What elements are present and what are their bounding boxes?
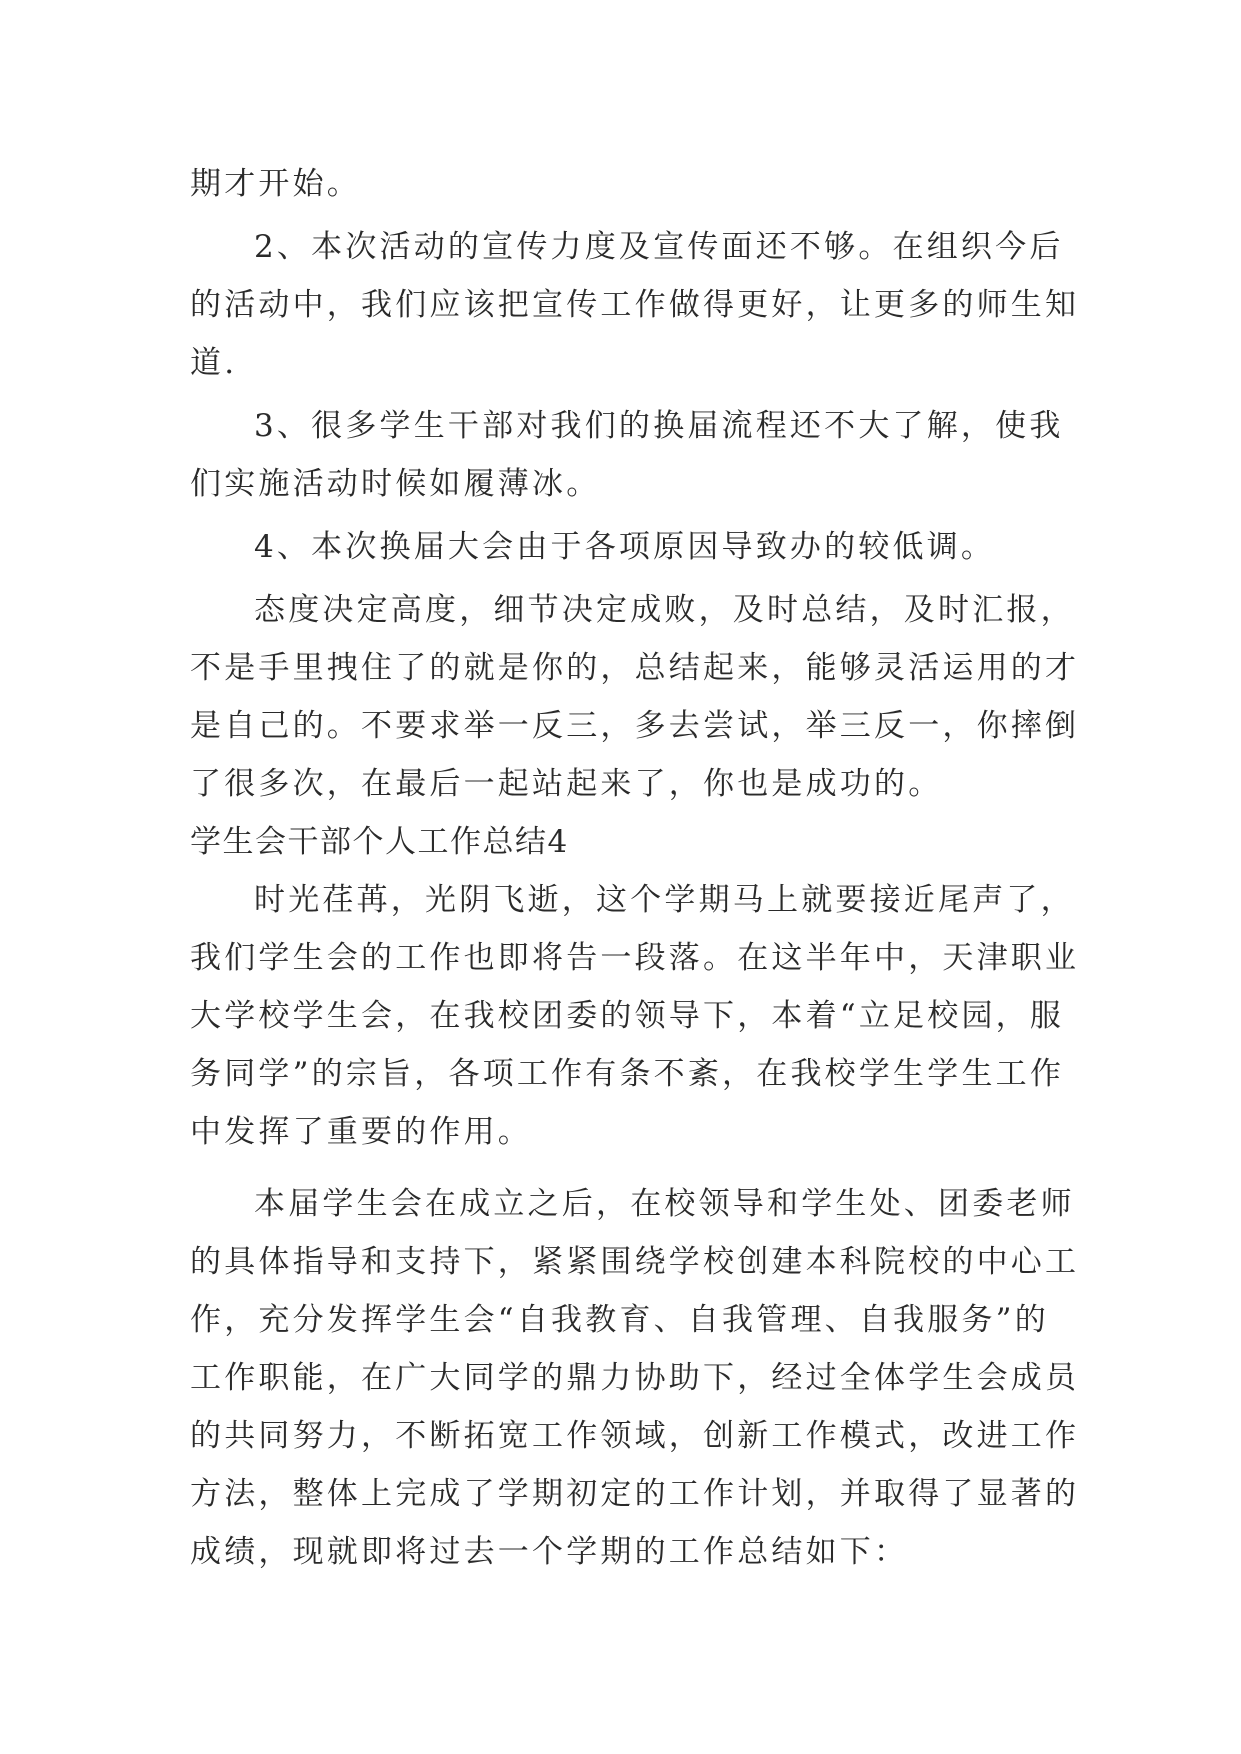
paragraph-start: 本届学生会在成立之后，在校领导和学生处、团委老师 [254,1186,1075,1222]
text-line: 工作职能，在广大同学的鼎力协助下，经过全体学生会成员 [190,1360,1080,1396]
text-line: 的活动中，我们应该把宣传工作做得更好，让更多的师生知 [190,287,1080,323]
list-item: 3、很多学生干部对我们的换届流程还不大了解，使我 [254,408,1064,444]
text-line: 方法，整体上完成了学期初定的工作计划，并取得了显著的 [190,1476,1080,1512]
text-line: 不是手里拽住了的就是你的，总结起来，能够灵活运用的才 [190,650,1080,686]
text-line: 是自己的。不要求举一反三，多去尝试，举三反一，你摔倒 [190,708,1080,744]
text-line: 们实施活动时候如履薄冰。 [190,466,601,502]
paragraph-start: 态度决定高度，细节决定成败，及时总结，及时汇报， [254,592,1075,628]
text-line: 中发挥了重要的作用。 [190,1114,532,1150]
text-line: 的共同努力，不断拓宽工作领域，创新工作模式，改进工作 [190,1418,1080,1454]
text-line: 大学校学生会，在我校团委的领导下，本着“立足校园，服 [190,998,1065,1034]
text-line: 作，充分发挥学生会“自我教育、自我管理、自我服务”的 [190,1302,1049,1338]
text-line: 了很多次，在最后一起站起来了，你也是成功的。 [190,766,943,802]
list-item: 4、本次换届大会由于各项原因导致办的较低调。 [254,529,996,565]
section-heading: 学生会干部个人工作总结4 [190,824,569,860]
text-line: 道. [190,345,238,381]
text-line: 的具体指导和支持下，紧紧围绕学校创建本科院校的中心工 [190,1244,1080,1280]
paragraph-start: 时光荏苒，光阴飞逝，这个学期马上就要接近尾声了， [254,882,1075,918]
text-line: 我们学生会的工作也即将告一段落。在这半年中，天津职业 [190,940,1080,976]
text-line: 务同学”的宗旨，各项工作有条不紊，在我校学生学生工作 [190,1056,1065,1092]
text-line: 期才开始。 [190,166,361,202]
document-body [190,155,1080,1581]
text-line: 成绩，现就即将过去一个学期的工作总结如下： [190,1534,909,1570]
list-item: 2、本次活动的宣传力度及宣传面还不够。在组织今后 [254,229,1064,265]
